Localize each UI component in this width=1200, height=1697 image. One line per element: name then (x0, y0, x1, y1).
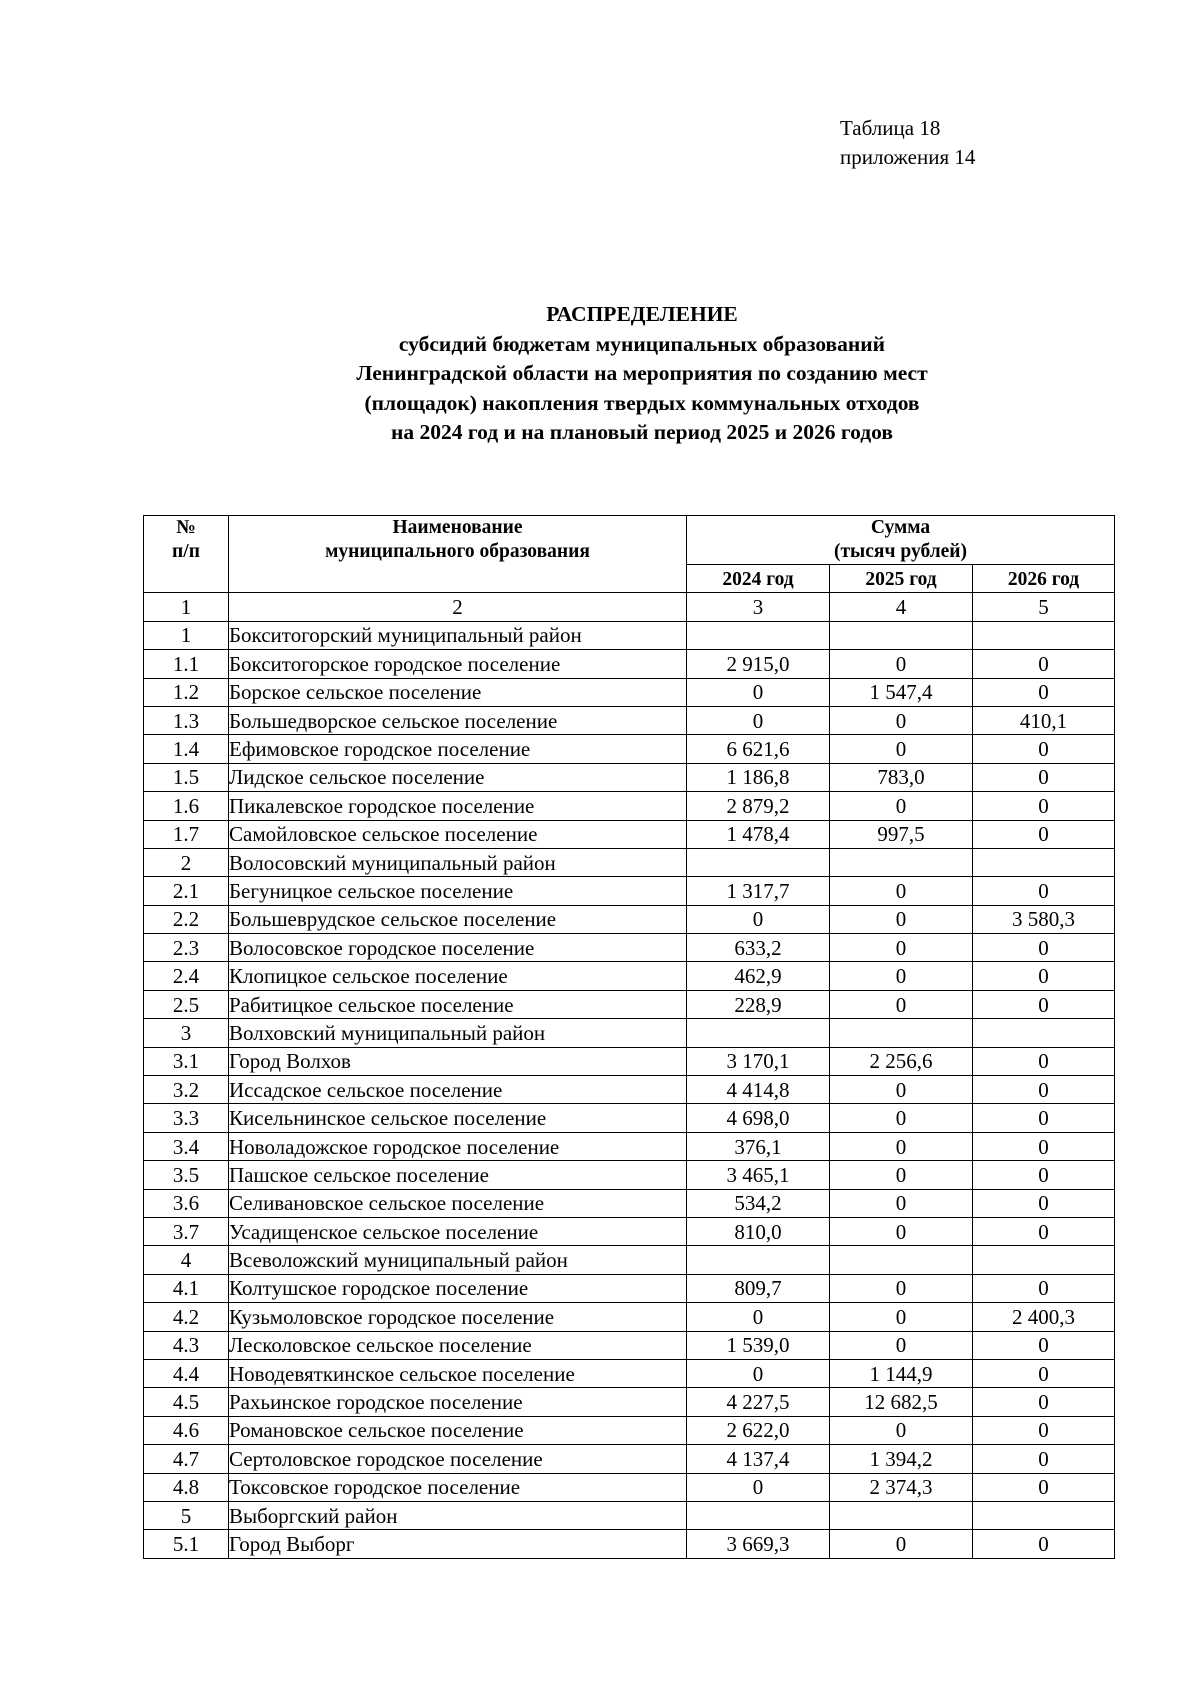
table-row (144, 1303, 1115, 1331)
amount-2026-cell: 0 (973, 1104, 1115, 1132)
municipality-name-cell: Пашское сельское поселение (229, 1161, 687, 1189)
amount-2024-cell: 0 (687, 706, 830, 734)
municipality-name-cell: Новодевяткинское сельское поселение (229, 1359, 687, 1387)
municipality-name-cell: Бокситогорский муниципальный район (229, 621, 687, 649)
amount-2024-cell: 4 227,5 (687, 1388, 830, 1416)
municipality-name-cell: Кузьмоловское городское поселение (229, 1303, 687, 1331)
amount-2025-cell: 0 (830, 1104, 973, 1132)
amount-2026-cell: 0 (973, 763, 1115, 791)
amount-2026-cell: 0 (973, 1445, 1115, 1473)
amount-2025-cell: 0 (830, 650, 973, 678)
amount-2025-cell: 2 374,3 (830, 1473, 973, 1501)
table-row (144, 763, 1115, 791)
amount-2024-cell: 809,7 (687, 1274, 830, 1302)
table-row (144, 990, 1115, 1018)
table-row (144, 1445, 1115, 1473)
amount-2026-cell: 0 (973, 877, 1115, 905)
amount-2024-cell: 0 (687, 905, 830, 933)
table-row (144, 1530, 1115, 1558)
column-index-cell: 1 (144, 593, 229, 621)
row-number-cell: 4.7 (144, 1445, 229, 1473)
amount-2024-cell: 376,1 (687, 1132, 830, 1160)
amount-2026-cell: 0 (973, 1189, 1115, 1217)
municipality-name-cell: Лидское сельское поселение (229, 763, 687, 791)
amount-2025-cell: 0 (830, 1161, 973, 1189)
row-number-cell: 1 (144, 621, 229, 649)
table-number-line: Таблица 18 (840, 116, 941, 140)
municipality-name-cell: Усадищенское сельское поселение (229, 1217, 687, 1245)
amount-2024-cell: 462,9 (687, 962, 830, 990)
district-row (144, 1246, 1115, 1274)
amount-2025-cell: 997,5 (830, 820, 973, 848)
row-number-cell: 3.5 (144, 1161, 229, 1189)
amount-2026-cell: 0 (973, 1530, 1115, 1558)
amount-2024-cell (687, 621, 830, 649)
municipality-name-cell: Романовское сельское поселение (229, 1416, 687, 1444)
amount-2026-cell (973, 848, 1115, 876)
row-number-cell: 3.7 (144, 1217, 229, 1245)
municipality-name-cell: Иссадское сельское поселение (229, 1076, 687, 1104)
amount-2024-cell: 2 915,0 (687, 650, 830, 678)
amount-2024-cell: 3 669,3 (687, 1530, 830, 1558)
municipality-name-cell: Волосовский муниципальный район (229, 848, 687, 876)
municipality-name-cell: Пикалевское городское поселение (229, 792, 687, 820)
row-number-cell: 4.4 (144, 1359, 229, 1387)
row-number-cell: 1.1 (144, 650, 229, 678)
row-number-cell: 1.5 (144, 763, 229, 791)
table-row (144, 735, 1115, 763)
amount-2026-cell: 0 (973, 1416, 1115, 1444)
amount-2026-cell: 0 (973, 1047, 1115, 1075)
amount-2026-cell: 0 (973, 934, 1115, 962)
row-number-cell: 4.6 (144, 1416, 229, 1444)
amount-2026-cell (973, 621, 1115, 649)
table-row (144, 1189, 1115, 1217)
header-year-2024: 2024 год (687, 565, 830, 593)
table-row (144, 650, 1115, 678)
amount-2025-cell (830, 848, 973, 876)
amount-2025-cell: 0 (830, 1331, 973, 1359)
amount-2026-cell: 0 (973, 792, 1115, 820)
amount-2026-cell: 0 (973, 678, 1115, 706)
amount-2026-cell: 0 (973, 650, 1115, 678)
amount-2025-cell: 0 (830, 1530, 973, 1558)
table-row (144, 962, 1115, 990)
municipality-name-cell: Ефимовское городское поселение (229, 735, 687, 763)
amount-2024-cell: 6 621,6 (687, 735, 830, 763)
municipality-name-cell: Город Волхов (229, 1047, 687, 1075)
municipality-name-cell: Рабитицкое сельское поселение (229, 990, 687, 1018)
amount-2026-cell: 2 400,3 (973, 1303, 1115, 1331)
amount-2024-cell: 228,9 (687, 990, 830, 1018)
amount-2026-cell: 0 (973, 735, 1115, 763)
district-row (144, 1501, 1115, 1529)
municipality-name-cell: Селивановское сельское поселение (229, 1189, 687, 1217)
amount-2025-cell (830, 1019, 973, 1047)
district-row (144, 1019, 1115, 1047)
table-row (144, 1274, 1115, 1302)
municipality-name-cell: Клопицкое сельское поселение (229, 962, 687, 990)
column-index-cell: 3 (687, 593, 830, 621)
amount-2024-cell: 1 317,7 (687, 877, 830, 905)
row-number-cell: 2.2 (144, 905, 229, 933)
title-line-4: (площадок) накопления твердых коммунальных отходов (364, 390, 920, 415)
header-sum-line-2: (тысяч рублей) (833, 541, 968, 562)
municipality-name-cell: Лесколовское сельское поселение (229, 1331, 687, 1359)
header-sum (687, 516, 1115, 565)
municipality-name-cell: Выборгский район (229, 1501, 687, 1529)
row-number-cell: 1.6 (144, 792, 229, 820)
title-line-2: субсидий бюджетам муниципальных образований (398, 331, 886, 356)
amount-2024-cell: 2 879,2 (687, 792, 830, 820)
row-number-cell: 1.4 (144, 735, 229, 763)
table-row (144, 1416, 1115, 1444)
title-line-1: РАСПРЕДЕЛЕНИЕ (546, 302, 738, 326)
amount-2025-cell: 0 (830, 934, 973, 962)
row-number-cell: 1.7 (144, 820, 229, 848)
row-number-cell: 2.5 (144, 990, 229, 1018)
amount-2025-cell: 2 256,6 (830, 1047, 973, 1075)
table-row (144, 1217, 1115, 1245)
municipality-name-cell: Сертоловское городское поселение (229, 1445, 687, 1473)
row-number-cell: 4.2 (144, 1303, 229, 1331)
municipality-name-cell: Токсовское городское поселение (229, 1473, 687, 1501)
amount-2026-cell: 0 (973, 1132, 1115, 1160)
amount-2026-cell: 0 (973, 962, 1115, 990)
amount-2025-cell: 0 (830, 990, 973, 1018)
amount-2024-cell (687, 1501, 830, 1529)
column-index-cell: 2 (229, 593, 687, 621)
amount-2025-cell: 0 (830, 1416, 973, 1444)
column-index-cell: 5 (973, 593, 1115, 621)
municipality-name-cell: Волосовское городское поселение (229, 934, 687, 962)
amount-2025-cell: 0 (830, 905, 973, 933)
amount-2025-cell: 0 (830, 706, 973, 734)
row-number-cell: 4.5 (144, 1388, 229, 1416)
amount-2025-cell: 0 (830, 1132, 973, 1160)
table-row (144, 905, 1115, 933)
amount-2025-cell: 0 (830, 792, 973, 820)
amount-2025-cell: 0 (830, 735, 973, 763)
district-row (144, 621, 1115, 649)
row-number-cell: 5 (144, 1501, 229, 1529)
appendix-number-line: приложения 14 (840, 145, 976, 169)
title-line-3: Ленинградской области на мероприятия по созданию мест (356, 361, 928, 385)
header-name-line-2: муниципального образования (325, 541, 590, 562)
header-name (229, 516, 687, 593)
amount-2025-cell (830, 1246, 973, 1274)
table-row (144, 877, 1115, 905)
amount-2026-cell: 0 (973, 1359, 1115, 1387)
table-row (144, 1388, 1115, 1416)
municipality-name-cell: Бегуницкое сельское поселение (229, 877, 687, 905)
row-number-cell: 3.6 (144, 1189, 229, 1217)
municipality-name-cell: Кисельнинское сельское поселение (229, 1104, 687, 1132)
district-row (144, 848, 1115, 876)
distribution-table (143, 515, 1115, 1559)
amount-2026-cell: 0 (973, 1331, 1115, 1359)
table-row (144, 1331, 1115, 1359)
table-row (144, 1359, 1115, 1387)
header-year-2026: 2026 год (973, 565, 1115, 593)
header-num (144, 516, 229, 593)
amount-2025-cell: 1 394,2 (830, 1445, 973, 1473)
row-number-cell: 4.3 (144, 1331, 229, 1359)
amount-2026-cell (973, 1019, 1115, 1047)
table-row (144, 678, 1115, 706)
amount-2026-cell: 0 (973, 1388, 1115, 1416)
header-sum-line-1: Сумма (870, 517, 931, 538)
amount-2025-cell: 783,0 (830, 763, 973, 791)
amount-2025-cell: 1 547,4 (830, 678, 973, 706)
table-row (144, 1047, 1115, 1075)
amount-2025-cell: 1 144,9 (830, 1359, 973, 1387)
municipality-name-cell: Большедворское сельское поселение (229, 706, 687, 734)
amount-2024-cell (687, 1246, 830, 1274)
row-number-cell: 3 (144, 1019, 229, 1047)
amount-2024-cell: 4 137,4 (687, 1445, 830, 1473)
amount-2026-cell: 0 (973, 1161, 1115, 1189)
amount-2026-cell: 0 (973, 1076, 1115, 1104)
amount-2025-cell: 0 (830, 877, 973, 905)
row-number-cell: 4 (144, 1246, 229, 1274)
municipality-name-cell: Большеврудское сельское поселение (229, 905, 687, 933)
row-number-cell: 2.1 (144, 877, 229, 905)
amount-2024-cell: 0 (687, 1303, 830, 1331)
municipality-name-cell: Бокситогорское городское поселение (229, 650, 687, 678)
amount-2025-cell: 12 682,5 (830, 1388, 973, 1416)
table-row (144, 934, 1115, 962)
amount-2025-cell (830, 1501, 973, 1529)
row-number-cell: 3.1 (144, 1047, 229, 1075)
amount-2024-cell: 2 622,0 (687, 1416, 830, 1444)
amount-2024-cell: 0 (687, 1473, 830, 1501)
amount-2025-cell: 0 (830, 962, 973, 990)
column-index-cell: 4 (830, 593, 973, 621)
table-row (144, 706, 1115, 734)
table-row (144, 1104, 1115, 1132)
amount-2026-cell: 410,1 (973, 706, 1115, 734)
amount-2024-cell (687, 1019, 830, 1047)
amount-2024-cell: 1 478,4 (687, 820, 830, 848)
amount-2026-cell: 0 (973, 1217, 1115, 1245)
document-title (0, 300, 1200, 448)
row-number-cell: 2 (144, 848, 229, 876)
amount-2024-cell: 534,2 (687, 1189, 830, 1217)
amount-2024-cell (687, 848, 830, 876)
amount-2025-cell (830, 621, 973, 649)
municipality-name-cell: Рахьинское городское поселение (229, 1388, 687, 1416)
amount-2026-cell: 0 (973, 820, 1115, 848)
table-reference-note (840, 114, 975, 172)
row-number-cell: 2.3 (144, 934, 229, 962)
amount-2024-cell: 4 698,0 (687, 1104, 830, 1132)
amount-2024-cell: 633,2 (687, 934, 830, 962)
table-row (144, 1161, 1115, 1189)
header-num-abbrev: п/п (172, 541, 200, 562)
amount-2024-cell: 3 170,1 (687, 1047, 830, 1075)
amount-2025-cell: 0 (830, 1217, 973, 1245)
header-num-symbol: № (176, 517, 196, 538)
amount-2025-cell: 0 (830, 1189, 973, 1217)
municipality-name-cell: Волховский муниципальный район (229, 1019, 687, 1047)
table-header-row (144, 516, 1115, 565)
table-row (144, 1076, 1115, 1104)
amount-2025-cell: 0 (830, 1274, 973, 1302)
amount-2026-cell: 0 (973, 990, 1115, 1018)
amount-2026-cell: 3 580,3 (973, 905, 1115, 933)
row-number-cell: 3.2 (144, 1076, 229, 1104)
amount-2026-cell (973, 1501, 1115, 1529)
row-number-cell: 5.1 (144, 1530, 229, 1558)
amount-2024-cell: 0 (687, 1359, 830, 1387)
amount-2024-cell: 1 186,8 (687, 763, 830, 791)
table-row (144, 1473, 1115, 1501)
municipality-name-cell: Колтушское городское поселение (229, 1274, 687, 1302)
municipality-name-cell: Город Выборг (229, 1530, 687, 1558)
municipality-name-cell: Борское сельское поселение (229, 678, 687, 706)
title-line-5: на 2024 год и на плановый период 2025 и 2026 годов (391, 420, 893, 444)
amount-2024-cell: 810,0 (687, 1217, 830, 1245)
row-number-cell: 4.1 (144, 1274, 229, 1302)
header-name-line-1: Наименование (392, 517, 523, 538)
row-number-cell: 1.3 (144, 706, 229, 734)
amount-2024-cell: 0 (687, 678, 830, 706)
municipality-name-cell: Всеволожский муниципальный район (229, 1246, 687, 1274)
table-row (144, 792, 1115, 820)
table-row (144, 820, 1115, 848)
column-index-row (144, 593, 1115, 621)
row-number-cell: 3.4 (144, 1132, 229, 1160)
row-number-cell: 1.2 (144, 678, 229, 706)
amount-2026-cell (973, 1246, 1115, 1274)
amount-2025-cell: 0 (830, 1076, 973, 1104)
amount-2026-cell: 0 (973, 1473, 1115, 1501)
amount-2024-cell: 4 414,8 (687, 1076, 830, 1104)
row-number-cell: 4.8 (144, 1473, 229, 1501)
amount-2024-cell: 3 465,1 (687, 1161, 830, 1189)
municipality-name-cell: Новоладожское городское поселение (229, 1132, 687, 1160)
amount-2026-cell: 0 (973, 1274, 1115, 1302)
row-number-cell: 2.4 (144, 962, 229, 990)
row-number-cell: 3.3 (144, 1104, 229, 1132)
amount-2024-cell: 1 539,0 (687, 1331, 830, 1359)
amount-2025-cell: 0 (830, 1303, 973, 1331)
table-row (144, 1132, 1115, 1160)
header-year-2025: 2025 год (830, 565, 973, 593)
municipality-name-cell: Самойловское сельское поселение (229, 820, 687, 848)
